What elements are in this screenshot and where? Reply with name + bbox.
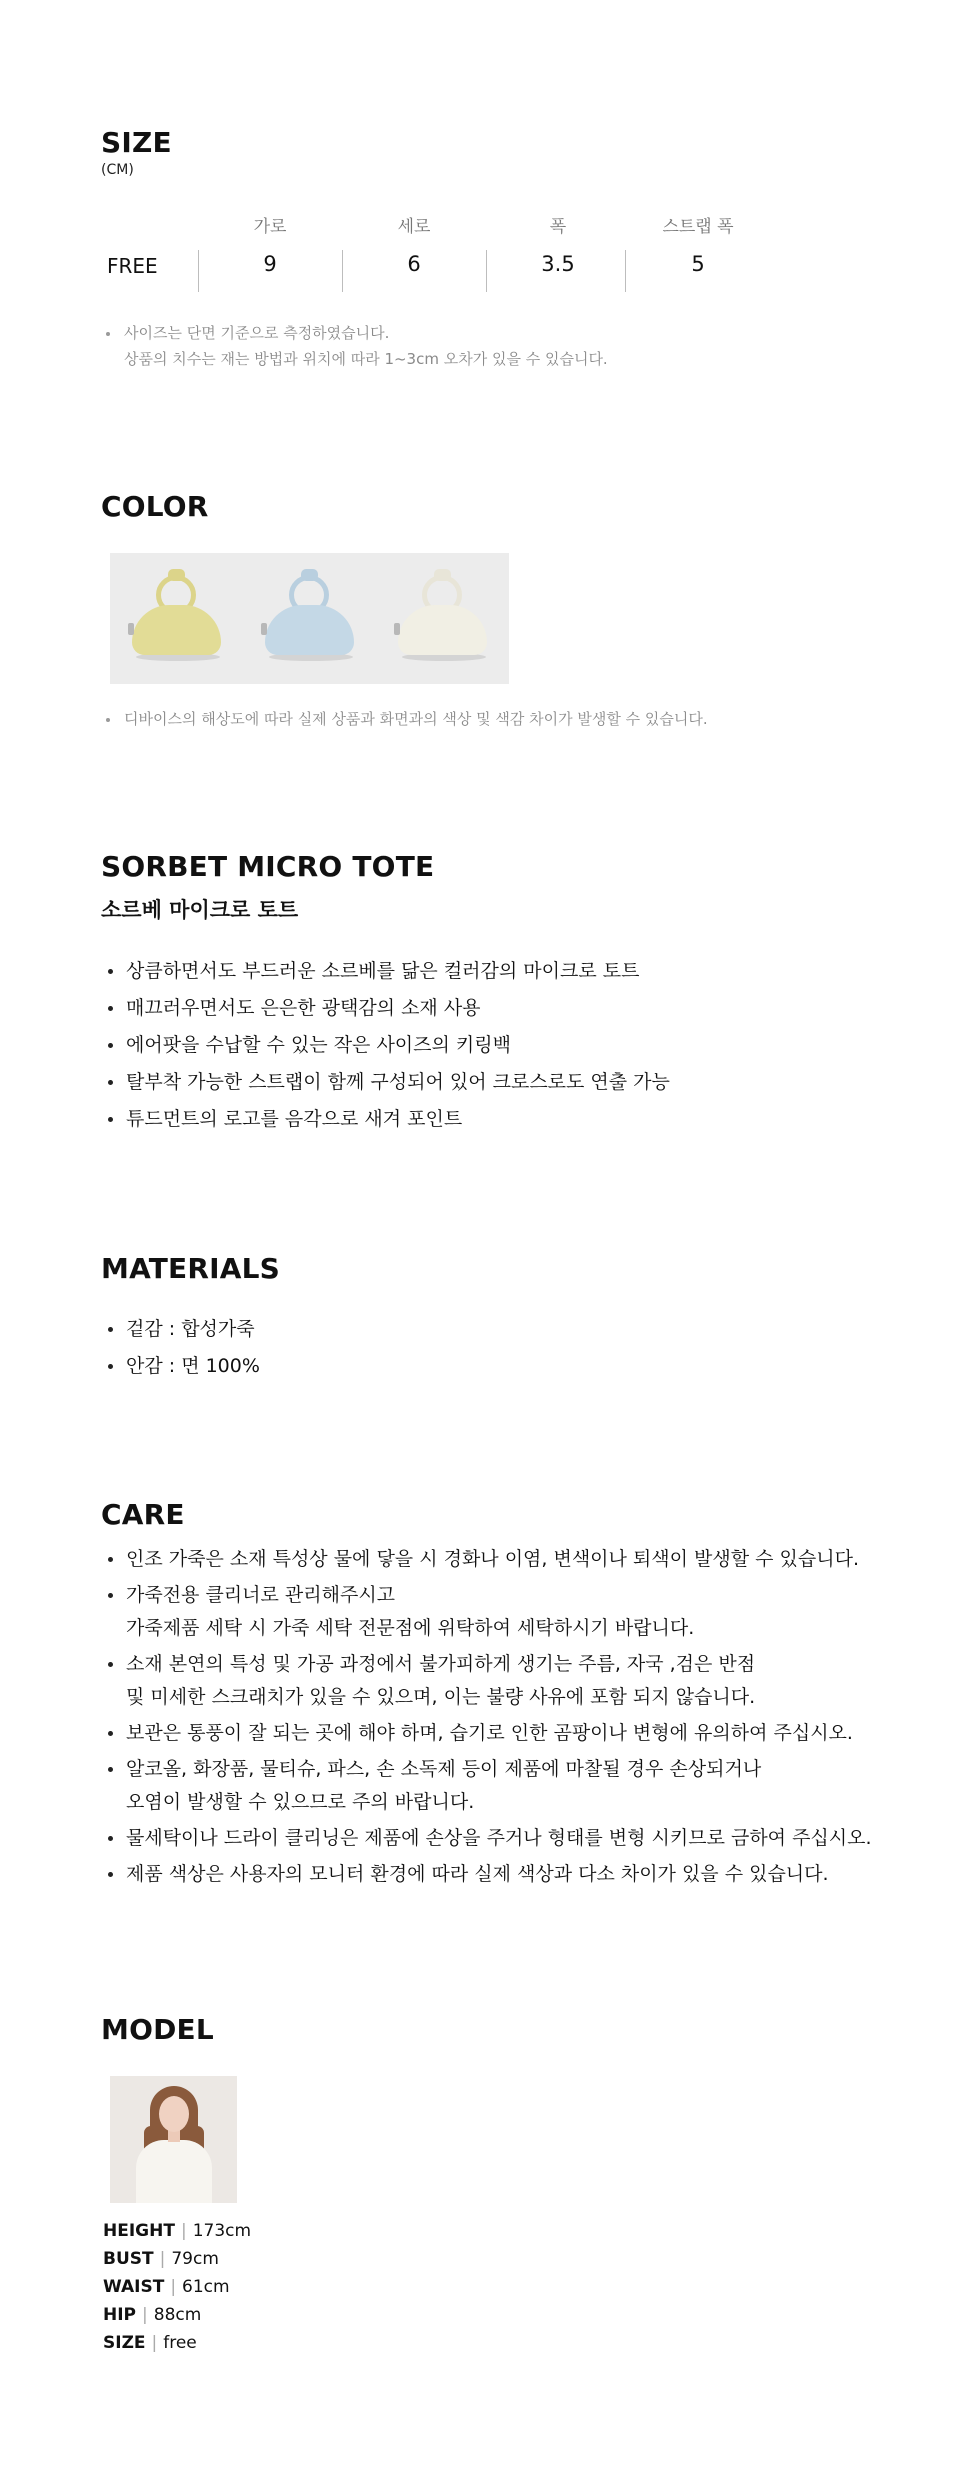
size-note: [106, 320, 608, 372]
product-subtitle: 소르베 마이크로 토트: [101, 898, 299, 922]
list-item: 물세탁이나 드라이 클리닝은 제품에 손상을 주거나 형태를 변형 시키므로 금하여 주십시오.: [106, 1822, 872, 1855]
list-item: 튜드먼트의 로고를 음각으로 새겨 포인트: [106, 1101, 670, 1138]
size-header-strap-width: 스트랩 폭: [662, 217, 734, 237]
size-header-width: 가로: [253, 217, 287, 237]
care-list: [106, 1543, 872, 1894]
list-item: 보관은 통풍이 잘 되는 곳에 해야 하며, 습기로 인한 곰팡이나 변형에 유의하여 주십시오.: [106, 1717, 872, 1750]
model-spec-size: SIZE | free: [103, 2333, 197, 2353]
model-photo-icon: [110, 2076, 237, 2203]
list-item: 상큼하면서도 부드러운 소르베를 닮은 컬러감의 마이크로 토트: [106, 953, 670, 990]
list-item: 인조 가죽은 소재 특성상 물에 닿을 시 경화나 이염, 변색이나 퇴색이 발생할 수 있습니다.: [106, 1543, 872, 1576]
color-swatch-cream[interactable]: [376, 553, 509, 684]
table-divider: [342, 250, 343, 292]
color-title: COLOR: [101, 490, 209, 523]
bullet-dot-icon: [106, 332, 110, 336]
list-item: 겉감 : 합성가죽: [106, 1311, 260, 1348]
color-note-line: 디바이스의 해상도에 따라 실제 상품과 화면과의 색상 및 색감 차이가 발생할 수 있습니다.: [124, 710, 708, 728]
size-header-height: 세로: [397, 217, 431, 237]
materials-title: MATERIALS: [101, 1252, 281, 1285]
model-spec-height: HEIGHT | 173cm: [103, 2221, 252, 2241]
list-item: 탈부착 가능한 스트랩이 함께 구성되어 있어 크로스로도 연출 가능: [106, 1064, 670, 1101]
list-item: 소재 본연의 특성 및 가공 과정에서 불가피하게 생기는 주름, 자국 ,검은 반점 및 미세한 스크래치가 있을 수 있으며, 이는 불량 사유에 포함 되지 않습니다.: [106, 1648, 872, 1714]
table-divider: [486, 250, 487, 292]
list-item: 안감 : 면 100%: [106, 1348, 260, 1385]
model-spec-waist: WAIST | 61cm: [103, 2277, 230, 2297]
size-value-height: 6: [407, 252, 421, 276]
model-spec-bust: BUST | 79cm: [103, 2249, 219, 2269]
color-swatch-light-blue[interactable]: [243, 553, 376, 684]
table-divider: [625, 250, 626, 292]
bullet-dot-icon: [106, 718, 110, 722]
materials-list: [106, 1311, 260, 1385]
model-spec-hip: HIP | 88cm: [103, 2305, 202, 2325]
size-title: SIZE: [101, 126, 172, 159]
color-swatch-yellow[interactable]: [110, 553, 243, 684]
color-swatches: [110, 553, 509, 684]
list-item: 제품 색상은 사용자의 모니터 환경에 따라 실제 색상과 다소 차이가 있을 수 있습니다.: [106, 1858, 872, 1891]
color-note: [106, 706, 708, 732]
size-value-width: 9: [263, 252, 277, 276]
model-title: MODEL: [101, 2013, 214, 2046]
size-note-line: 상품의 치수는 재는 방법과 위치에 따라 1~3cm 오차가 있을 수 있습니다.: [124, 350, 608, 368]
list-item: 알코올, 화장품, 물티슈, 파스, 손 소독제 등이 제품에 마찰될 경우 손상되거나 오염이 발생할 수 있으므로 주의 바랍니다.: [106, 1753, 872, 1819]
size-header-depth: 폭: [549, 217, 567, 237]
size-note-line: 사이즈는 단면 기준으로 측정하였습니다.: [124, 324, 390, 342]
table-divider: [198, 250, 199, 292]
feature-list: [106, 953, 670, 1138]
size-value-strap-width: 5: [691, 252, 705, 276]
list-item: 매끄러우면서도 은은한 광택감의 소재 사용: [106, 990, 670, 1027]
list-item: 에어팟을 수납할 수 있는 작은 사이즈의 키링백: [106, 1027, 670, 1064]
size-unit: (CM): [101, 162, 134, 178]
model-specs: [103, 2217, 251, 2357]
size-value-depth: 3.5: [541, 252, 575, 276]
list-item: 가죽전용 클리너로 관리해주시고 가죽제품 세탁 시 가죽 세탁 전문점에 위탁하여 세탁하시기 바랍니다.: [106, 1579, 872, 1645]
care-title: CARE: [101, 1498, 185, 1531]
product-title: SORBET MICRO TOTE: [101, 850, 435, 883]
size-row-label: FREE: [107, 254, 158, 278]
